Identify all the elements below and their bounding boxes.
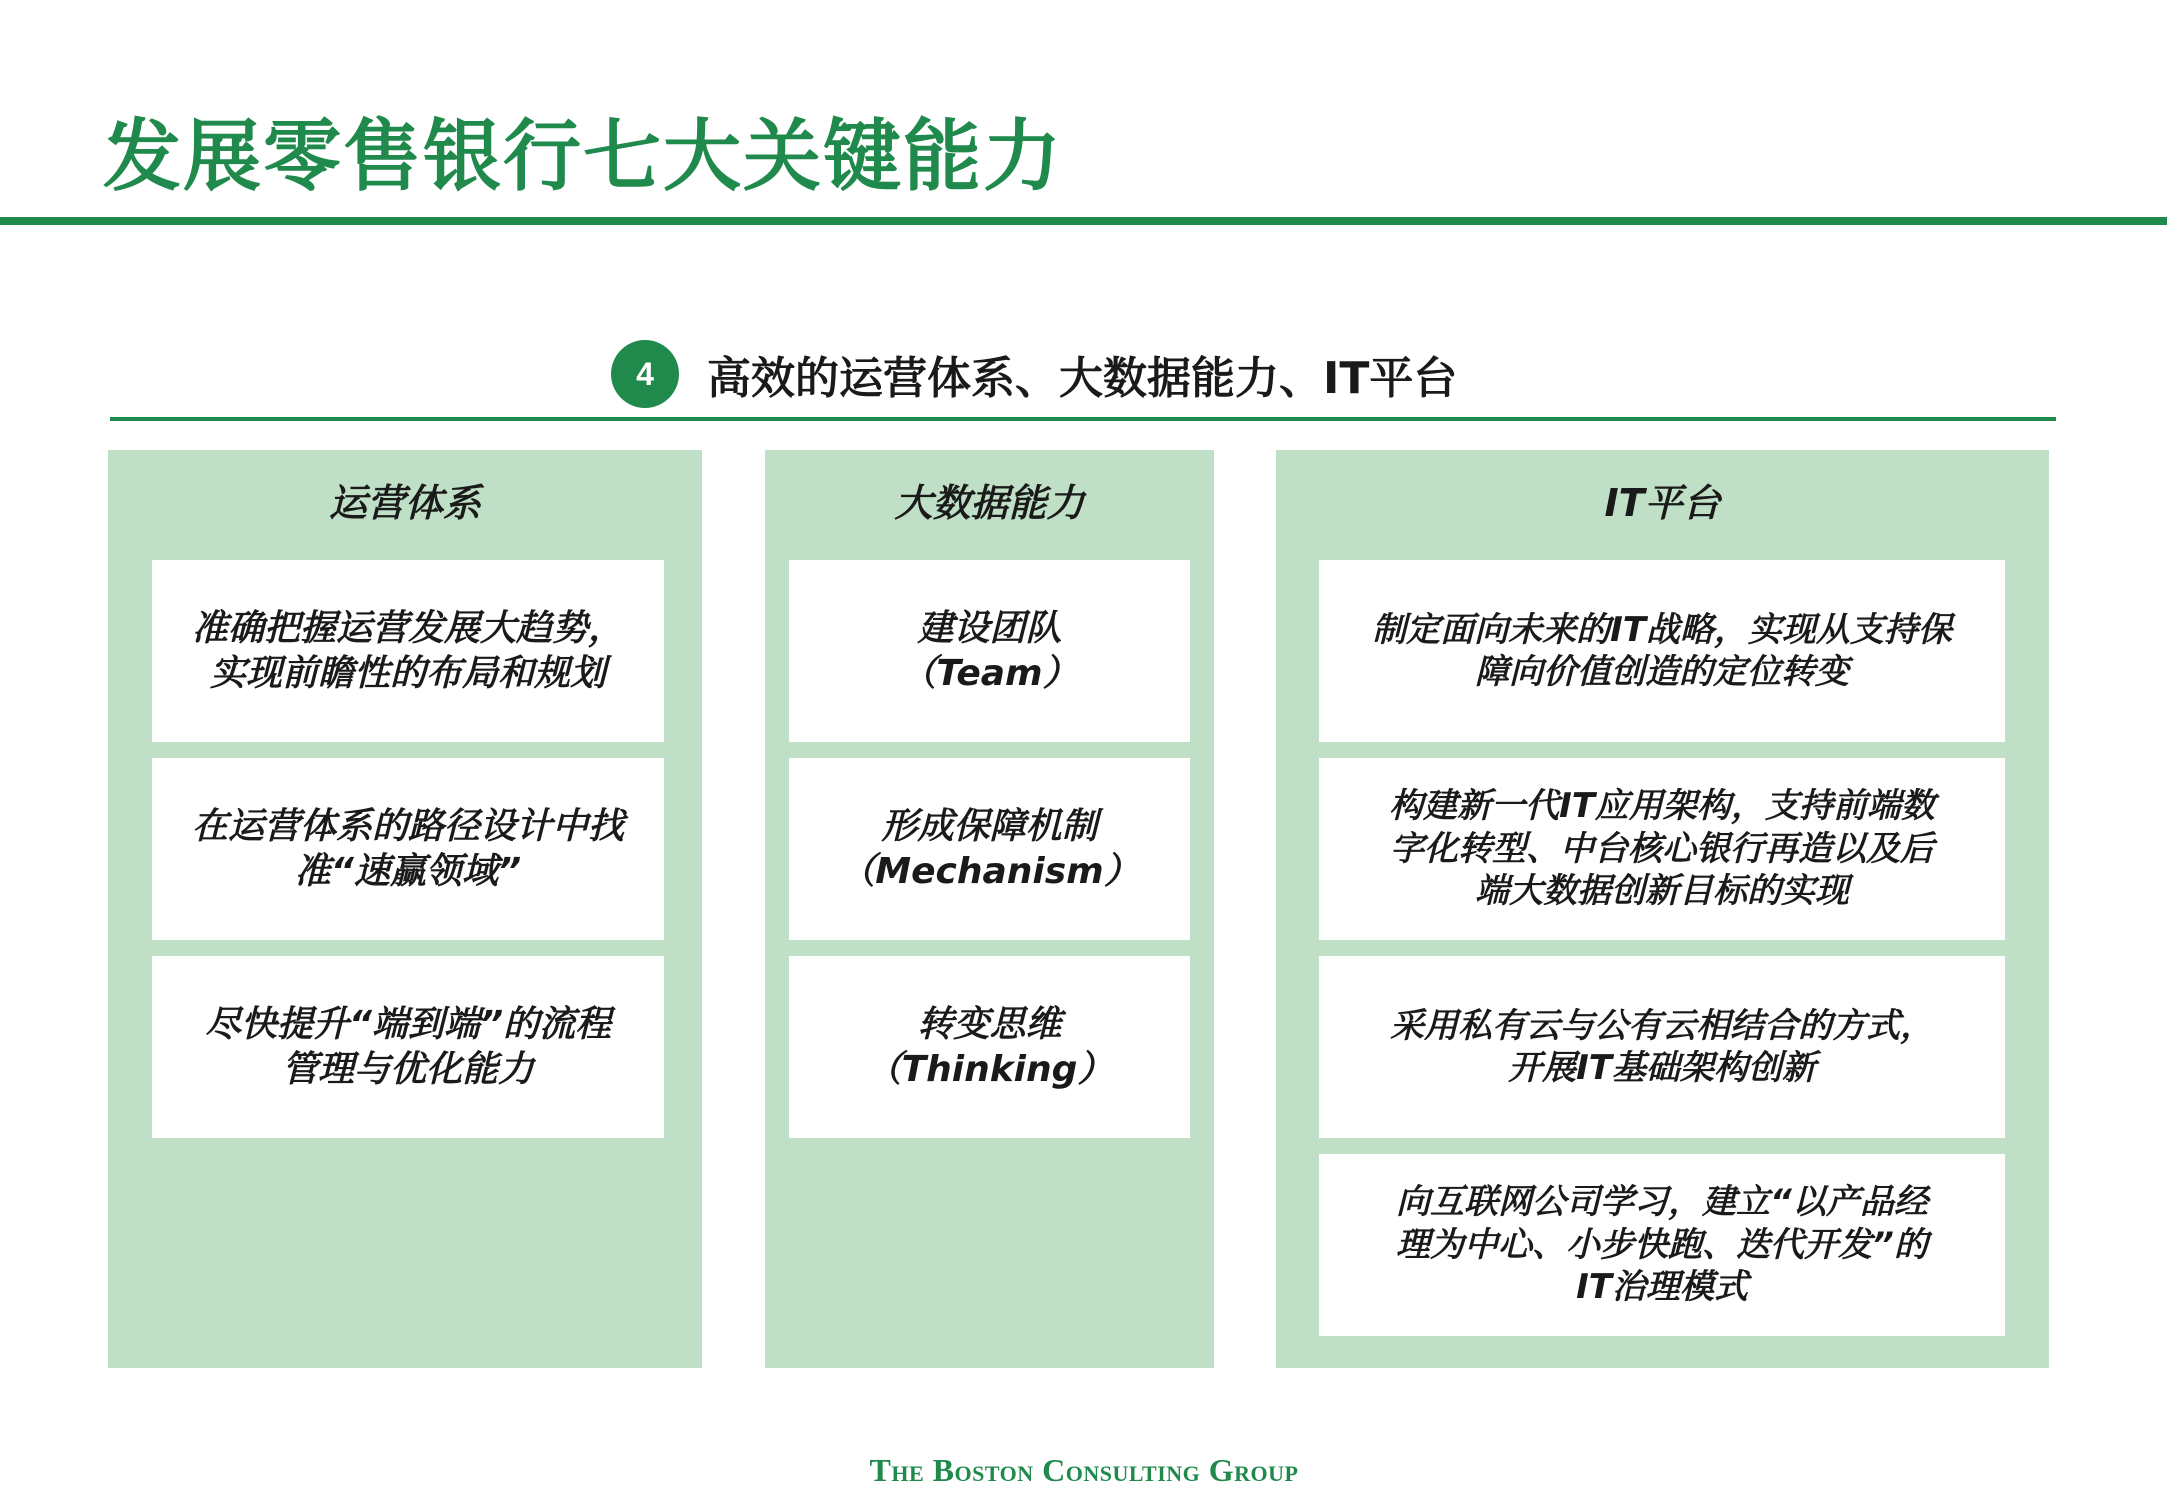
capability-card: 在运营体系的路径设计中找 准“速赢领域” (152, 758, 664, 940)
capability-card: 向互联网公司学习，建立“以产品经 理为中心、小步快跑、迭代开发”的 IT治理模式 (1319, 1154, 2005, 1336)
page-title: 发展零售银行七大关键能力 (103, 112, 1064, 202)
column-big-data (765, 450, 1214, 1368)
section-header (611, 340, 1457, 408)
bcg-logo: The Boston Consulting Group (869, 1452, 1299, 1488)
capability-card: 尽快提升“端到端”的流程 管理与优化能力 (152, 956, 664, 1138)
capability-card: 形成保障机制 （Mechanism） (789, 758, 1190, 940)
capability-card: 准确把握运营发展大趋势， 实现前瞻性的布局和规划 (152, 560, 664, 742)
section-title: 高效的运营体系、大数据能力、IT平台 (707, 353, 1458, 404)
column-header: 大数据能力 (894, 481, 1085, 525)
column-header: IT平台 (1604, 481, 1721, 525)
capability-card: 制定面向未来的IT战略，实现从支持保 障向价值创造的定位转变 (1319, 560, 2005, 742)
title-divider (0, 217, 2167, 225)
capability-card: 建设团队 （Team） (789, 560, 1190, 742)
capability-card: 转变思维 （Thinking） (789, 956, 1190, 1138)
column-header: 运营体系 (328, 481, 481, 525)
column-it-platform (1276, 450, 2049, 1368)
section-divider (110, 417, 2056, 421)
capability-card: 采用私有云与公有云相结合的方式， 开展IT基础架构创新 (1319, 956, 2005, 1138)
section-number-badge: 4 (611, 340, 679, 408)
column-operations (108, 450, 702, 1368)
capability-card: 构建新一代IT应用架构，支持前端数 字化转型、中台核心银行再造以及后 端大数据创新目标的实现 (1319, 758, 2005, 940)
